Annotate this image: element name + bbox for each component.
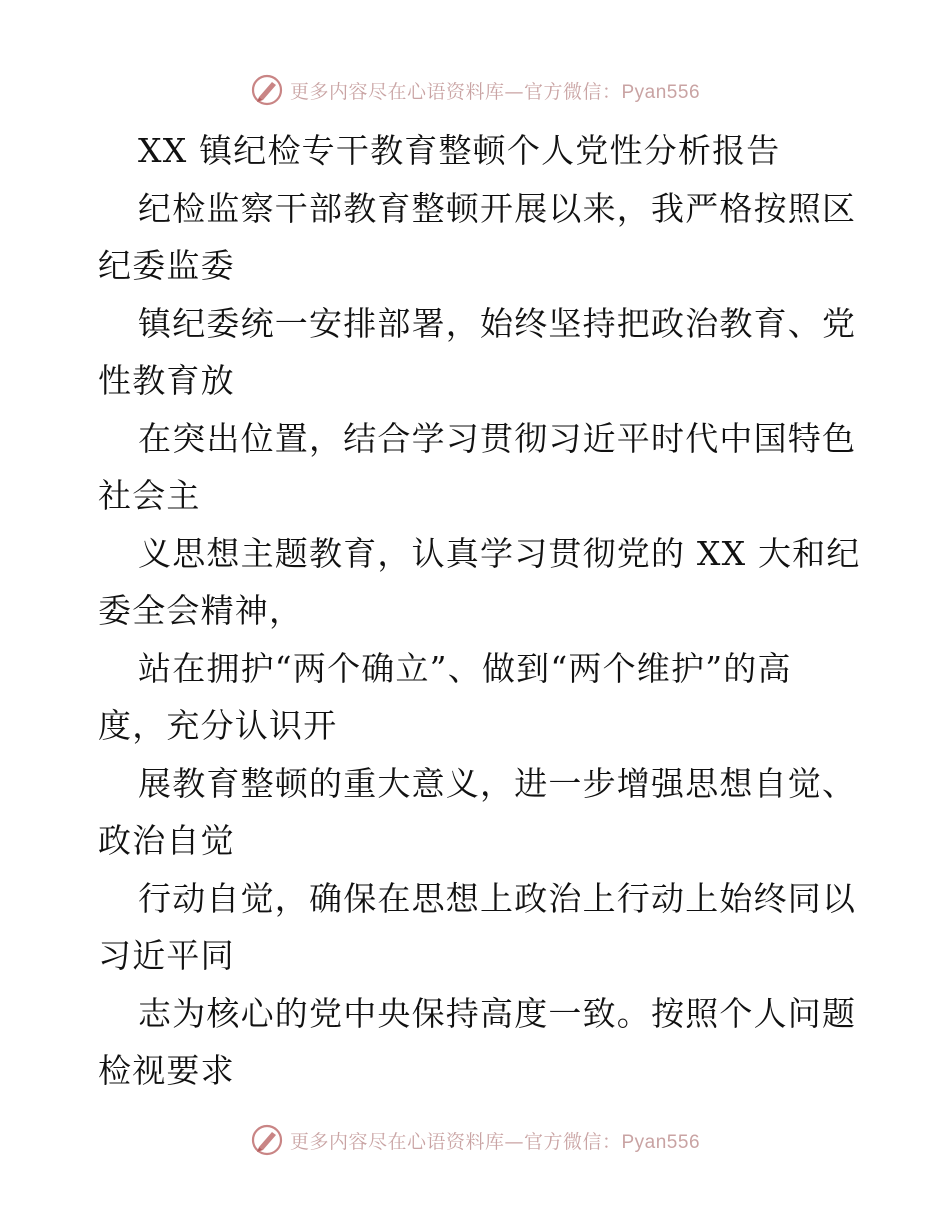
document-body — [98, 122, 861, 1100]
text-line: 性教育放 — [98, 361, 235, 400]
text-line: 政治自觉 — [98, 821, 235, 860]
text-line: 义思想主题教育，认真学习贯彻党的 XX 大和纪 — [138, 533, 861, 573]
header-watermark — [0, 70, 950, 110]
document-title: XX 镇纪检专干教育整顿个人党性分析报告 — [138, 131, 781, 170]
watermark-text: 更多内容尽在心语资料库—官方微信：Pyan556 — [289, 1130, 701, 1153]
text-line: 社会主 — [98, 476, 201, 515]
text-line: 站在拥护“两个确立”、做到“两个维护”的高 — [138, 648, 792, 688]
text-line: 行动自觉，确保在思想上政治上行动上始终同以 — [138, 878, 857, 918]
pen-logo-icon — [250, 1123, 284, 1157]
text-line: 度，充分认识开 — [98, 706, 338, 745]
text-line: 纪委监委 — [98, 246, 235, 285]
footer-watermark — [0, 1120, 950, 1160]
text-line: 镇纪委统一安排部署，始终坚持把政治教育、党 — [138, 303, 857, 343]
text-line: 检视要求 — [98, 1051, 235, 1090]
text-line: 展教育整顿的重大意义，进一步增强思想自觉、 — [138, 763, 857, 803]
pen-logo-icon — [250, 73, 284, 107]
text-line: 委全会精神， — [98, 591, 304, 630]
text-line: 纪检监察干部教育整顿开展以来，我严格按照区 — [138, 188, 857, 228]
text-line: 习近平同 — [98, 936, 235, 975]
text-line: 在突出位置，结合学习贯彻习近平时代中国特色 — [138, 418, 857, 458]
watermark-text: 更多内容尽在心语资料库—官方微信：Pyan556 — [289, 80, 701, 103]
text-line: 志为核心的党中央保持高度一致。按照个人问题 — [138, 993, 857, 1033]
